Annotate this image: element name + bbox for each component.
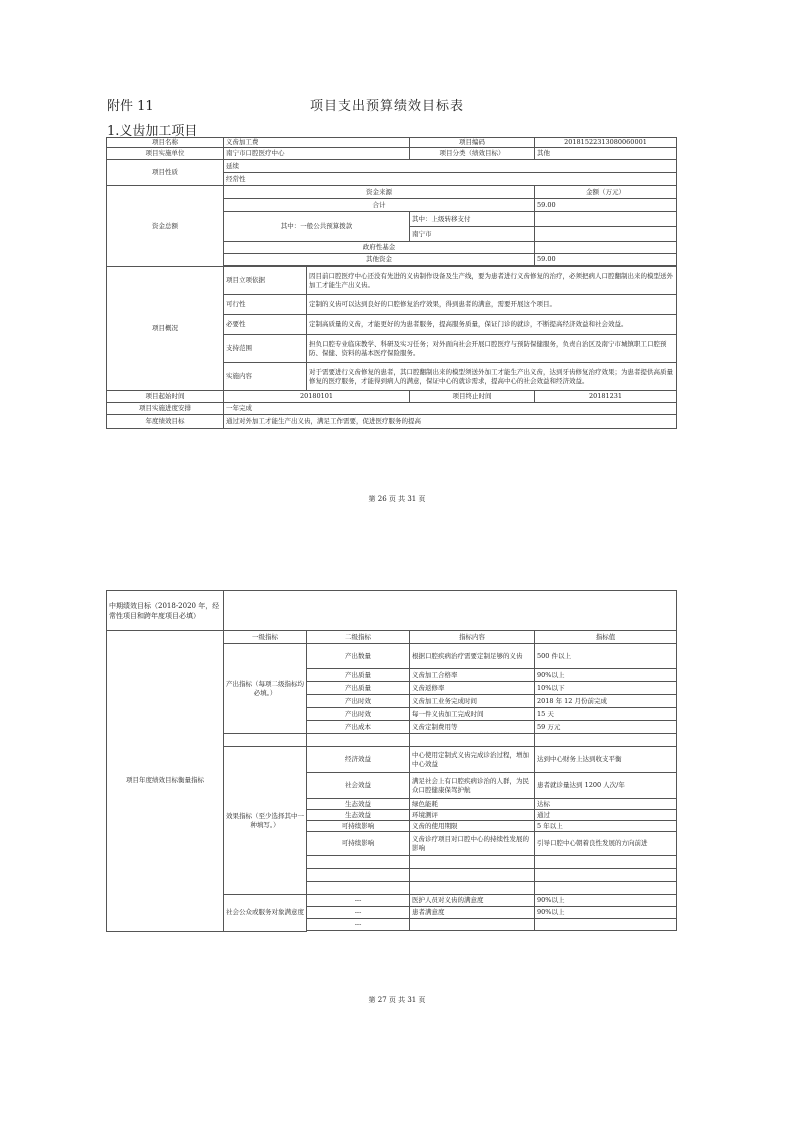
table-row: [535, 919, 677, 931]
table-row: 15 天: [535, 708, 677, 721]
feasibility-text: 定制的义齿可以达到良好的口腔修复治疗效果，得到患者的满意，需要开展这个项目。: [307, 295, 677, 315]
table-row: 10%以下: [535, 682, 677, 695]
table-row: 生态效益: [307, 810, 410, 821]
spacer-cell: [410, 856, 535, 869]
table-row: 产出质量: [307, 669, 410, 682]
table-row: 达到中心财务上达到收支平衡: [535, 747, 677, 773]
page-number: 第 26 页 共 31 页: [368, 495, 426, 503]
table-row: 产出质量: [307, 682, 410, 695]
gov-fund-value: [535, 242, 677, 254]
table-row: 90%以上: [535, 895, 677, 907]
end-value: 20181231: [535, 391, 677, 403]
spacer-cell: [307, 856, 410, 869]
necessity-text: 定制高质量的义齿，才能更好的为患者服务，提高服务质量，保证门诊的就诊，不断提高经济效益和社会效益。: [307, 315, 677, 335]
table-row: 义齿加工业务完成时间: [410, 695, 535, 708]
annual-goal-value: 通过对外加工才能生产出义齿，满足工作需要，促进医疗服务的提高: [224, 415, 677, 429]
nature-value-1: 延续: [224, 160, 677, 173]
table-row: 90%以上: [535, 669, 677, 682]
content-text: 对于需要进行义齿修复的患者，其口腔翻制出来的模型须送外加工才能生产出义齿，达到牙齿修复治疗效果；为患者提供高质量修复的医疗服务，才能得到病人的满意，保证中心的就诊需求，提高中心的社会效益和经济效益。: [307, 363, 677, 391]
fund-total-label: 资金总额: [107, 186, 224, 267]
header-level2: 二级指标: [307, 631, 410, 644]
indicator-label: 项目年度绩效目标衡量指标: [107, 631, 224, 932]
project-name-value: 义齿加工费: [224, 138, 410, 148]
category-label: 项目分类（绩效目标）: [410, 148, 535, 160]
project-code-label: 项目编码: [410, 138, 535, 148]
city-label: 南宁市: [410, 227, 535, 242]
schedule-label: 项目实施进度安排: [107, 403, 224, 415]
table-row: 社会效益: [307, 773, 410, 799]
other-fund-label: 其他资金: [224, 254, 535, 266]
content-label: 实施内容: [224, 363, 307, 391]
nature-value-2: 经常性: [224, 173, 677, 186]
schedule-value: 一年完成: [224, 403, 677, 415]
page-number: 第 27 页 共 31 页: [368, 996, 426, 1004]
table-row: 通过: [535, 810, 677, 821]
spacer-cell: [307, 869, 410, 882]
category-value: 其他: [535, 148, 677, 160]
table-row: 医护人员对义齿的满意度: [410, 895, 535, 907]
basis-label: 项目立项依据: [224, 267, 307, 295]
table-row: 义齿定制费用等: [410, 721, 535, 734]
sum-value: 59.00: [535, 199, 677, 212]
fund-source-header: 资金来源: [224, 186, 535, 199]
spacer-cell: [410, 734, 535, 747]
project-code-value: 20181522313080060001: [535, 138, 677, 148]
table-row: ---: [307, 907, 410, 919]
table-row: 中心使用定制式义齿完成诊治过程，增加中心效益: [410, 747, 535, 773]
table-row: 产出成本: [307, 721, 410, 734]
overview-label: 项目概况: [107, 267, 224, 391]
section-title: 1.义齿加工项目: [107, 124, 198, 139]
indicator-table: [106, 590, 677, 932]
table-row: 患者就诊量达到 1200 人次/年: [535, 773, 677, 799]
table-row: 义齿返修率: [410, 682, 535, 695]
transfer-value: [535, 212, 677, 227]
sum-label: 合计: [224, 199, 535, 212]
spacer-cell: [535, 734, 677, 747]
table-row: 59 万元: [535, 721, 677, 734]
effect-indicator-label: 效果指标（至少选择其中一种填写。）: [224, 747, 307, 895]
table-row: 产出时效: [307, 695, 410, 708]
budget-table: [106, 137, 677, 429]
spacer-cell: [307, 734, 410, 747]
table-row: 5 年以上: [535, 821, 677, 832]
table-row: 2018 年 12 月份前完成: [535, 695, 677, 708]
unit-label: 项目实施单位: [107, 148, 224, 160]
table-row: ---: [307, 919, 410, 931]
table-row: 绿色能耗: [410, 799, 535, 810]
table-row: 患者满意度: [410, 907, 535, 919]
table-row: 根据口腔疾病治疗需要定制足够的义齿: [410, 644, 535, 669]
transfer-label: 其中：上级转移支付: [410, 212, 535, 227]
mid-goal-value: [224, 591, 677, 631]
spacer-cell: [535, 882, 677, 895]
gov-fund-label: 政府性基金: [224, 242, 535, 254]
table-row: 引导口腔中心朝着良性发展的方向前进: [535, 832, 677, 856]
unit-value: 南宁市口腔医疗中心: [224, 148, 410, 160]
spacer-cell: [307, 882, 410, 895]
table-row: 达标: [535, 799, 677, 810]
feasibility-label: 可行性: [224, 295, 307, 315]
spacer-cell: [410, 882, 535, 895]
header-level1: 一级指标: [224, 631, 307, 644]
satisfaction-indicator-label: 社会公众或服务对象满意度: [224, 895, 307, 932]
header-content: 指标内容: [410, 631, 535, 644]
spacer-cell: [224, 734, 307, 747]
page-title: 项目支出预算绩效目标表: [310, 99, 465, 114]
table-row: [410, 919, 535, 931]
other-fund-value: 59.00: [535, 254, 677, 266]
table-row: 每一件义齿加工完成时间: [410, 708, 535, 721]
table-row: 环境测评: [410, 810, 535, 821]
start-label: 项目起始时间: [107, 391, 224, 403]
attachment-label: 附件 11: [107, 99, 154, 114]
amount-header: 金额（万元）: [535, 186, 677, 199]
table-row: 满足社会上有口腔疾病诊治的人群，为民众口腔健康保驾护航: [410, 773, 535, 799]
table-row: 产出数量: [307, 644, 410, 669]
spacer-cell: [535, 869, 677, 882]
table-row: 500 件以上: [535, 644, 677, 669]
table-row: 90%以上: [535, 907, 677, 919]
spacer-cell: [410, 869, 535, 882]
table-row: 义齿加工合格率: [410, 669, 535, 682]
scope-label: 支持范围: [224, 335, 307, 363]
end-label: 项目终止时间: [410, 391, 535, 403]
table-row: 可持续影响: [307, 821, 410, 832]
table-row: 生态效益: [307, 799, 410, 810]
basis-text: 因目前口腔医疗中心还没有先进的义齿制作设备及生产线，要为患者进行义齿修复的治疗，必须把病人口腔翻制出来的模型送外加工才能生产出义齿。: [307, 267, 677, 295]
mid-goal-label: 中期绩效目标（2018-2020 年，经常性项目和跨年度项目必填）: [107, 591, 224, 631]
output-indicator-label: 产出指标（每项二级指标均必填。）: [224, 644, 307, 734]
table-row: 经济效益: [307, 747, 410, 773]
nature-label: 项目性质: [107, 160, 224, 186]
table-row: ---: [307, 895, 410, 907]
start-value: 20180101: [224, 391, 410, 403]
necessity-label: 必要性: [224, 315, 307, 335]
general-budget-label: 其中：一般公共预算拨款: [224, 212, 410, 242]
spacer-cell: [535, 856, 677, 869]
table-row: 义齿诊疗项目对口腔中心的持续性发展的影响: [410, 832, 535, 856]
table-row: 义齿的使用期限: [410, 821, 535, 832]
header-value: 指标值: [535, 631, 677, 644]
scope-text: 担负口腔专业临床教学、科研及实习任务；对外面向社会开展口腔医疗与预防保健服务，负责自治区及南宁市城镇职工口腔预防、保健、资料的基本医疗保险服务。: [307, 335, 677, 363]
project-name-label: 项目名称: [107, 138, 224, 148]
table-row: 产出时效: [307, 708, 410, 721]
table-row: 可持续影响: [307, 832, 410, 856]
annual-goal-label: 年度绩效目标: [107, 415, 224, 429]
city-value: [535, 227, 677, 242]
